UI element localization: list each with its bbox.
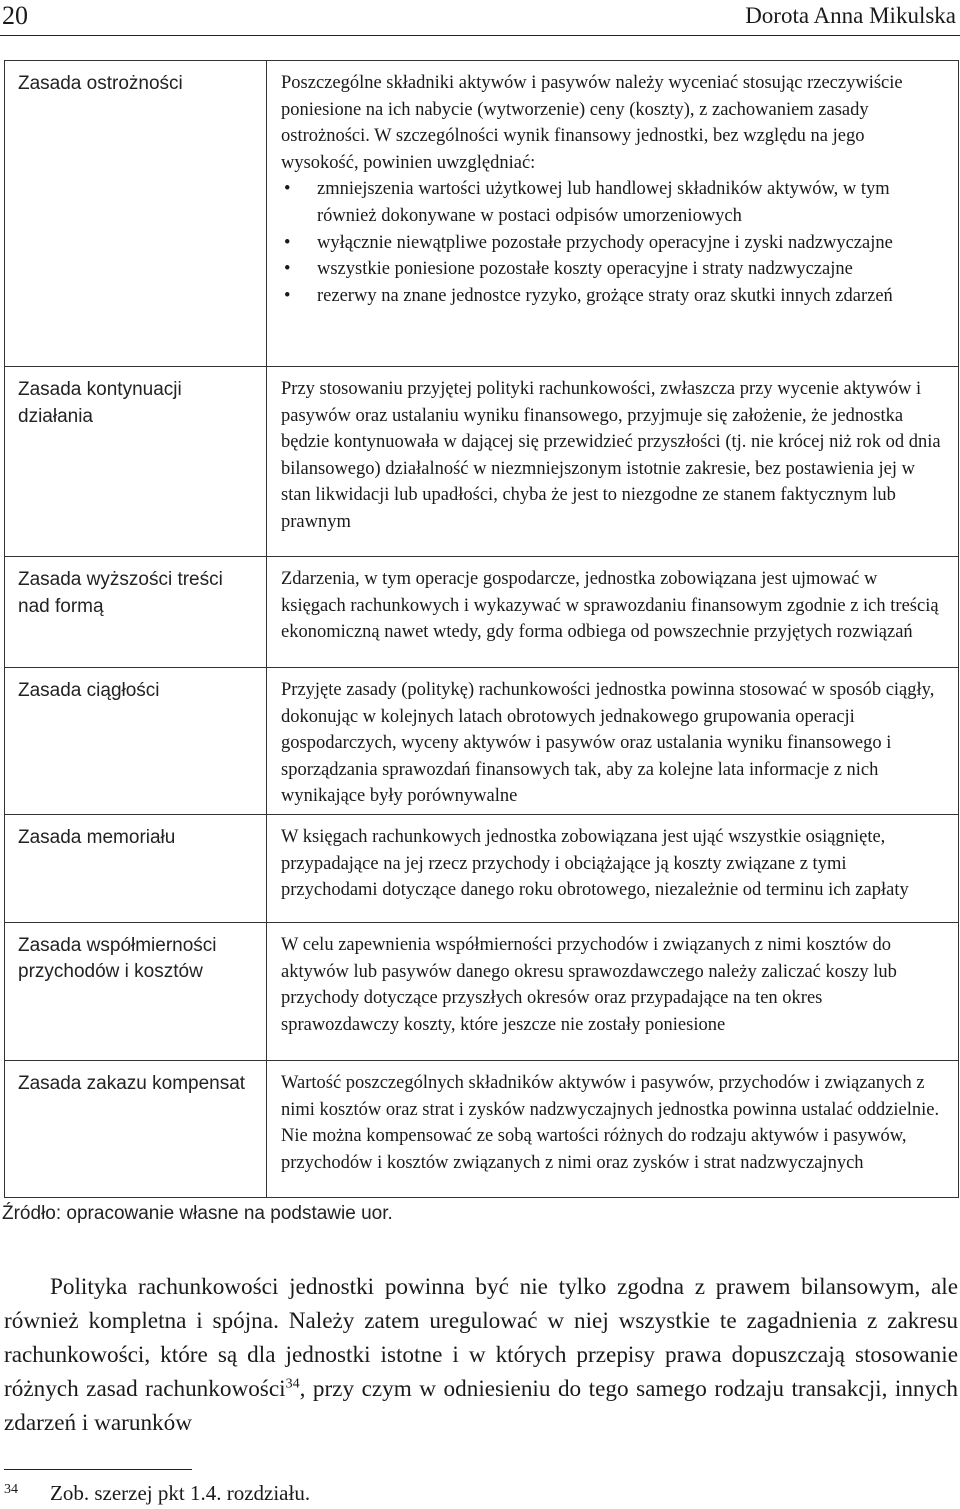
page-number: 20 [2,1,28,30]
principle-name-cell [5,814,267,922]
list-item-text: rezerwy na znane jednostce ryzyko, grożące straty oraz skutki innych zdarzeń [317,285,893,306]
principle-description-cell [267,61,959,367]
table-source-note: Źródło: opracowanie własne na podstawie uor. [2,1203,393,1224]
table-row [5,1060,959,1197]
principle-description-cell [267,557,959,668]
bullet-icon: • [284,285,291,306]
bullet-list [281,176,944,309]
principle-description: W księgach rachunkowych jednostka zobowiązana jest ująć wszystkie osiągnięte, przypadające na jej rzecz przychody i obciążające ją koszty związane z tymi przychodami dotyczące danego roku obrotowego, niezależnie od terminu ich zapłaty [281,826,909,901]
paragraph [4,1270,958,1440]
paragraph-text-start: Polityka rachunkowości jednostki powinna być nie tylko zgodna z prawem bilansowym, ale również kompletna i spójna. Należy zatem uregulować w niej wszystkie te zagadnienia z zakresu rachunkowości, które są dla jednostki istotne i w których przepisy prawa dopuszczają stosowanie różnych zasad rachunkowości [4,1274,958,1402]
principle-name: Zasada memoriału [18,826,176,848]
body-paragraph [4,1270,958,1440]
list-item [281,283,944,310]
description-intro: Poszczególne składniki aktywów i pasywów należy wyceniać stosując rzeczywiście poniesione na ich nabycie (wytworzenie) ceny (koszty), z zachowaniem zasady ostrożności. W szczególności wynik finansowy jednostki, bez względu na jego wysokość, powinien uwzględniać: [281,73,903,173]
running-author: Dorota Anna Mikulska [745,3,956,28]
principle-name-cell [5,557,267,668]
principle-description: Zdarzenia, w tym operacje gospodarcze, jednostka zobowiązana jest ujmować w księgach rachunkowych i wykazywać w sprawozdaniu finansowym zgodnie z ich treścią ekonomiczną nawet wtedy, gdy forma odbiega od powszechnie przyjętych rozwiązań [281,569,939,643]
paragraph-text-end: , przy czym w odniesieniu do tego samego rodzaju transakcji, innych zdarzeń i warunków [4,1376,958,1436]
bullet-icon: • [284,259,291,280]
principle-name: Zasada ciągłości [18,680,160,701]
bullet-icon: • [284,179,291,200]
principle-description: Przyjęte zasady (politykę) rachunkowości jednostka powinna stosować w sposób ciągły, dokonując w kolejnych latach obrotowych jednakowego grupowania operacji gospodarczych, wyceny aktywów i pasywów oraz ustalania wyniku finansowego i sporządzania sprawozdań finansowych tak, aby za kolejne lata informacje z nich wynikające były porównywalne [281,680,935,807]
footnote-number: 34 [4,1482,18,1497]
principle-description: Przy stosowaniu przyjętej polityki rachunkowości, zwłaszcza przy wycenie aktywów i pasywów oraz ustalaniu wyniku finansowego, przyjmuje się założenie, że jednostka będzie kontynuowała w dającej się przewidzieć przyszłości (tj. nie krócej niż rok od dnia bilansowego) działalność w niezmniejszonym istotnie zakresie, bez postawienia jej w stan likwidacji lub upadłości, chyba że jest to niezgodne ze stanem faktycznym lub prawnym [281,379,941,532]
principle-description: W celu zapewnienia współmierności przychodów i związanych z nimi kosztów do aktywów lub pasywów danego okresu sprawozdawczego należy zaliczać koszy lub przychody dotyczące przyszłych okresów oraz przypadające na ten okres sprawozdawczy koszty, które jeszcze nie zostały poniesione [281,934,897,1035]
principle-name: Zasada ostrożności [18,73,183,94]
list-item [281,176,944,229]
running-header [0,0,960,34]
principle-name-cell [5,61,267,367]
footnote-text: Zob. szerzej pkt 1.4. rozdziału. [50,1481,311,1505]
principle-name-cell [5,1060,267,1197]
principle-description-cell [267,367,959,557]
table-row [5,61,959,367]
principle-name-cell [5,367,267,557]
table-row [5,814,959,922]
principle-name: Zasada wyższości treści nad formą [18,569,223,617]
principle-description-cell [267,814,959,922]
list-item [281,256,944,283]
list-item [281,230,944,257]
table-row [5,557,959,668]
table-row [5,922,959,1060]
header-rule [0,35,960,36]
accounting-principles-table [4,60,959,1198]
footnote-reference[interactable]: 34 [285,1376,300,1392]
principle-description: Wartość poszczególnych składników aktywów i pasywów, przychodów i związanych z nimi kosztów oraz strat i zysków nadzwyczajnych jednostka powinna ustalać oddzielnie. Nie można kompensować ze sobą wartości różnych do rodzaju aktywów i pasywów, przychodów i kosztów związanych z nimi oraz zysków i strat nadzwyczajnych [281,1072,940,1173]
footnote-rule [4,1469,192,1470]
principle-name-cell [5,922,267,1060]
principle-description-cell [267,668,959,815]
table-row [5,668,959,815]
list-item-text: wyłącznie niewątpliwe pozostałe przychody operacyjne i zyski nadzwyczajne [317,232,893,253]
principle-name-cell [5,668,267,815]
principle-description [267,61,958,313]
principle-name: Zasada zakazu kompensat [18,1072,246,1094]
list-item-text: zmniejszenia wartości użytkowej lub handlowej składników aktywów, w tym również dokonywane w postaci odpisów umorzeniowych [317,179,890,226]
principle-description-cell [267,1060,959,1197]
bullet-icon: • [284,232,291,253]
list-item-text: wszystkie poniesione pozostałe koszty operacyjne i straty nadzwyczajne [317,259,853,280]
principle-description-cell [267,922,959,1060]
principle-name: Zasada współmierności przychodów i kosztów [18,934,217,983]
table-row [5,367,959,557]
principle-name: Zasada kontynuacji działania [18,379,182,427]
